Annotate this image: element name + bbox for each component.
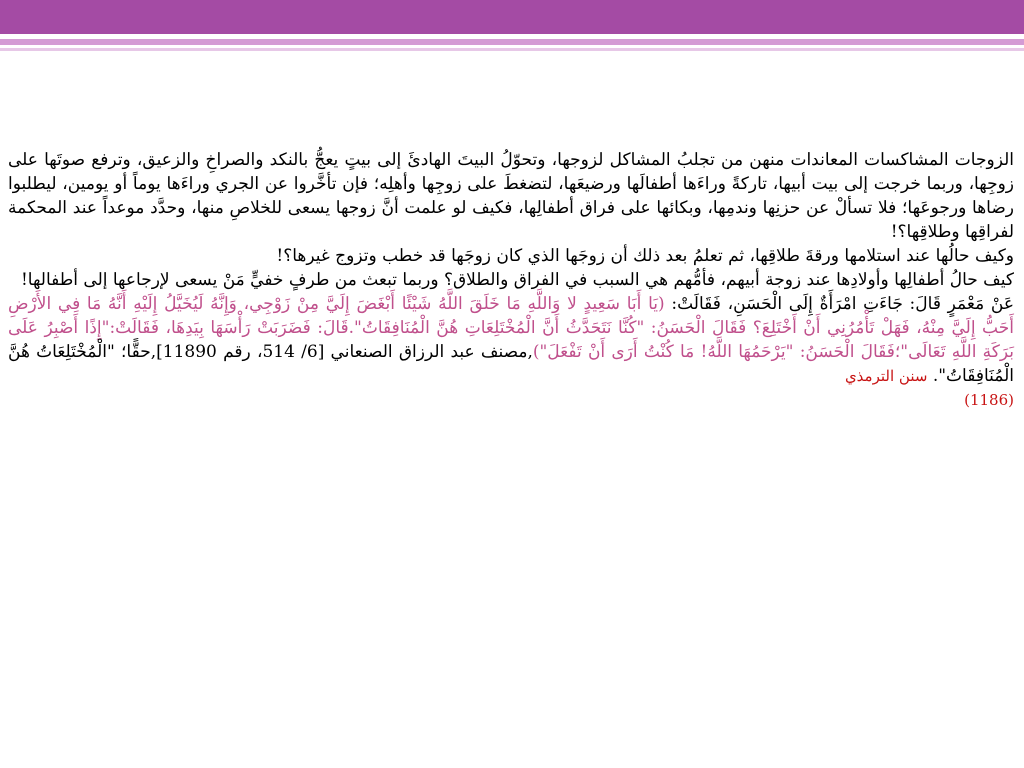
paragraph-children: كيف حالُ أطفالِها وأولادِها عند زوجة أبيهم، فأمُّهم هي السبب في الفراق والطلاق؟ وربما تبعث من طرفٍ خفيٍّ مَنْ يسعى لإرجاعها إلى أطفالها! <box>20 270 1014 290</box>
hadith-source: ,مصنف عبد الرزاق الصنعاني [6/ 514، رقم 11890],حقًّا؛ "الْمُخْتَلِعَاتُ هُنَّ الْمُنَافِقَاتُ". <box>8 342 1014 386</box>
article-body <box>8 148 1014 412</box>
hadith-intro: عَنْ مَعْمَرٍ قَالَ: جَاءَتِ امْرَأَةٌ إِلَى الْحَسَنِ، فَقَالَتْ: <box>664 294 1014 314</box>
banner-bottom-stripe <box>0 48 1024 51</box>
hadith-quote: (يَا أَبَا سَعِيدٍ لا وَاللَّهِ مَا خَلَقَ اللَّهُ شَيْئًا أَبْغَضَ إِلَيَّ مِنْ زَوْجِي، وَإِنَّهُ لَيُخَيَّلُ إِلَيْهِ أَنَّهُ مَا فِي الأَرْضِ أَحَبُّ إِلَيَّ مِنْهُ، فَهَلْ تَأْمُرُنِي أَنْ أَخْتَلِعَ؟ فَقَالَ الْحَسَنُ: "كُنَّا نَتَحَدَّثُ أَنَّ الْمُخْتَلِعَاتِ هُنَّ الْمُنَافِقَاتُ".قَالَ: فَضَرَبَتْ رَأْسَهَا بِيَدِهَا، فَقَالَتْ:"إِذًا أَصْبِرُ عَلَى بَرَكَةِ اللَّهِ تَعَالَى"؛فَقَالَ الْحَسَنُ: "يَرْحَمُهَا اللَّهُ! مَا كُنْتُ أَرَى أَنْ تَفْعَلَ") <box>8 294 1014 362</box>
hadith-reference-number[interactable]: (1186) <box>964 391 1014 409</box>
hadith-reference-link[interactable]: سنن الترمذي <box>844 367 928 385</box>
paragraph-after-divorce: وكيف حالُها عند استلامها ورقةَ طلاقِها، ثم تعلمُ بعد ذلك أن زوجَها الذي كان زوجَها قد خطب وتزوج غيرها؟! <box>276 246 1014 266</box>
paragraph-quarrelsome-wives: الزوجات المشاكسات المعاندات منهن من تجلبُ المشاكل لزوجها، وتحوّلُ البيتَ الهادئَ إلى بيتٍ يعجُّ بالنكد والصراخِ والزعيق، وترفع صوتَها على زوجِها، وربما خرجت إلى بيت أبيها، تاركةً وراءَها أطفالَها ورضيعَها، لتضغطَ على زوجِها وأهلِه؛ فإن تأخَّروا عن الجري وراءَها يوماً أو يومين، ليطلبوا رضاها ورجوعَها؛ فلا تسألْ عن حزنِها وندمِها، وبكائها على فراق أطفالِها، فكيف لو علمت أنَّ زوجها يسعى للخلاصِ منها، وحدَّد موعداً عند المحكمة لفراقِها وطلاقِها؟! <box>8 150 1014 242</box>
banner-top-stripe <box>0 0 1024 34</box>
hadith-paragraph <box>8 292 1014 412</box>
